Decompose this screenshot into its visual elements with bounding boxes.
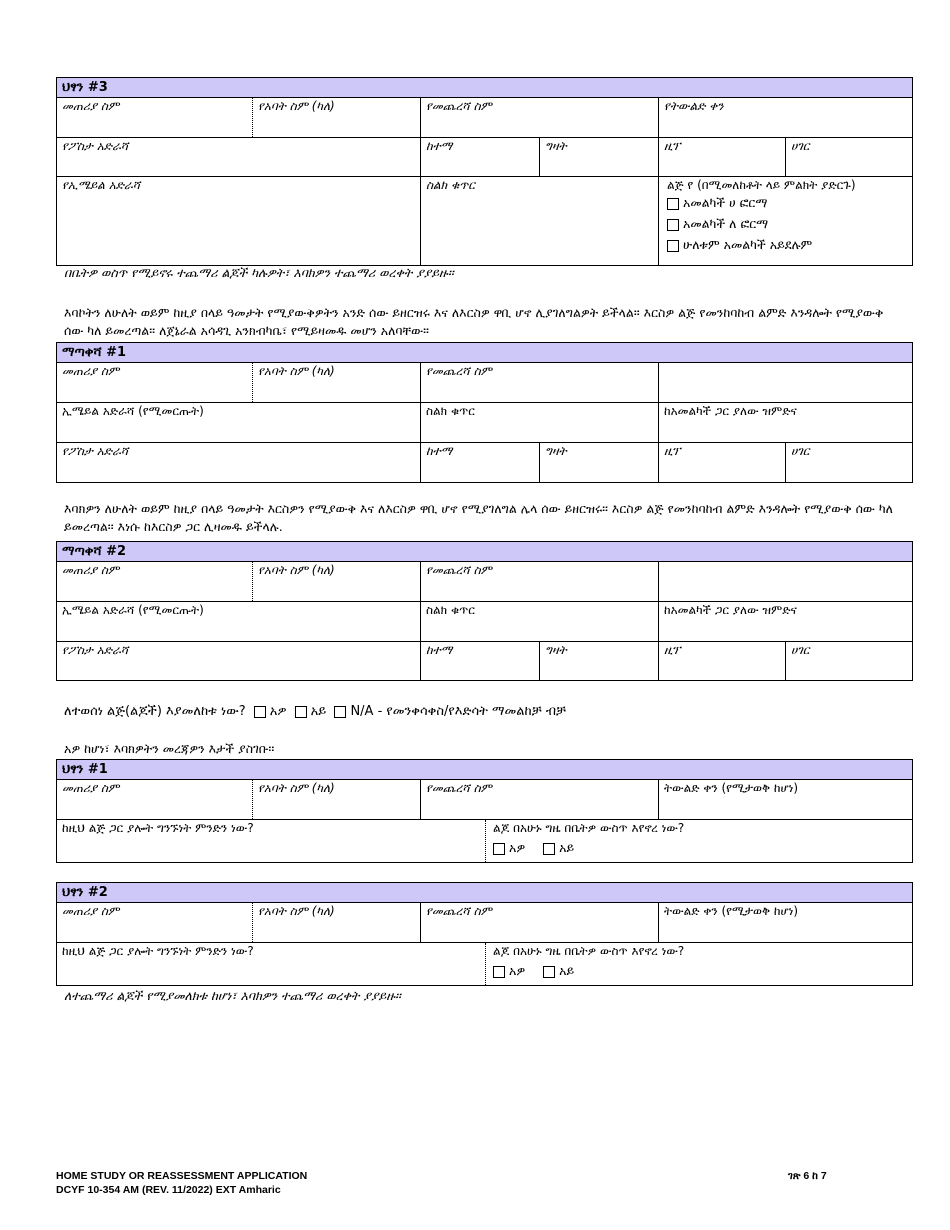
lives-in-home-group: ልጆ በአሁኑ ግዜ በቤትዎ ውስጥ እየኖረ ነው? አዎ አይ <box>485 820 912 862</box>
zip-field[interactable]: ዚፕ <box>658 443 785 482</box>
phone-field[interactable]: ስልክ ቁጥር <box>420 177 658 265</box>
zip-field[interactable]: ዚፕ <box>658 642 785 680</box>
last-name-field[interactable]: የመጨረሻ ስም <box>420 562 658 601</box>
reference1-header: ማጣቀሻ #1 <box>57 343 912 363</box>
country-field[interactable]: ሀገር <box>785 642 912 680</box>
country-field[interactable]: ሀገር <box>785 138 912 176</box>
zip-field[interactable]: ዚፕ <box>658 138 785 176</box>
mailing-address-field[interactable]: የፖስታ አድራሻ <box>62 444 129 458</box>
form-number: DCYF 10-354 AM (REV. 11/2022) EXT Amharic <box>56 1184 281 1196</box>
lives-in-home-group: ልጆ በአሁኑ ግዜ በቤትዎ ውስጥ እየኖረ ነው? አዎ አይ <box>485 943 912 985</box>
blank-field[interactable] <box>658 562 912 601</box>
mailing-address-field[interactable]: የፖስታ አድራሻ <box>62 139 129 153</box>
yes-checkbox[interactable] <box>254 706 266 718</box>
state-field[interactable]: ግዛት <box>539 138 658 176</box>
last-name-field[interactable]: የመጨረሻ ስም <box>420 903 658 942</box>
relationship-field[interactable]: ከአመልካች ጋር ያለው ዝምድና <box>658 403 912 442</box>
last-name-field[interactable]: የመጨረሻ ስም <box>420 780 658 819</box>
child3-header: ህፃን #3 <box>57 78 912 98</box>
last-name-field[interactable]: የመጨረሻ ስም <box>420 98 658 137</box>
relationship-field[interactable]: ከአመልካች ጋር ያለው ዝምድና <box>658 602 912 641</box>
reference2-header: ማጣቀሻ #2 <box>57 542 912 562</box>
mailing-address-field[interactable]: የፖስታ አድራሻ <box>62 643 129 657</box>
email-field[interactable]: ኢሜይል አድራሻ (የሚመርጡት) <box>62 404 204 418</box>
child-of-group: ልጅ የ (በሚመለከቶት ላይ ምልክት ያድርጉ) አመልካች ሀ ፎርማ አመልካች ለ ፎርማ ሁለቱም አመልካች አይደሉም <box>658 177 912 265</box>
if-yes-instructions: አዎ ከሆነ፣ እባክዎትን መረጃዎን እታች ያስገቡ፡፡ <box>64 741 275 756</box>
reference1-instructions: እባኮትን ለሁለት ወይም ከዚያ በላይ ዓመታት የሚያውቅዎትን አንድ ሰው ይዘርዝሩ እና ለእርስዎ ዋቢ ሆኖ ሊያገለግልዎት ይችላል። እርስዎ ልጅ የመንከባከብ ልምድ እንዳሎት የሚያውቅ ሰው ካለ ይመረጣል፡፡ ለጀኔራል አሳዳጊ አንክብካቤ፣ የሚይዛመዱ መሆን አለባቸው። <box>64 305 884 338</box>
birth-date-field[interactable]: የትውልድ ቀን <box>658 98 912 137</box>
blank-field[interactable] <box>658 363 912 402</box>
applicant-b-checkbox[interactable] <box>667 219 679 231</box>
city-field[interactable]: ከተማ <box>420 138 539 176</box>
state-field[interactable]: ግዛት <box>539 642 658 680</box>
reference2-instructions: እባክዎን ለሁለት ወይም ከዚያ በላይ ዓመታት እርስዎን የሚያውቅ እና ለእርስዎ ዋቢ ሆኖ የሚያገለግል ሌላ ሰው ይዘርዝሩ። እርስዎ ልጅ የመንከባከብ ልምድ እንዳሎት የሚያውቅ ሰው ካለ ይመረጣል፡፡ እነሱ ከእርስዎ ጋር ሊዛመዱ ይችላሉ. <box>64 501 894 534</box>
email-field[interactable]: የኢሜይል አድራሻ <box>62 178 141 192</box>
specific-child2-header: ህፃን #2 <box>57 883 912 903</box>
city-field[interactable]: ከተማ <box>420 443 539 482</box>
specific-child1-section <box>56 759 913 863</box>
relationship-field[interactable]: ከዚህ ልጅ ጋር ያሎት ግንኙነት ምንድን ነው? <box>62 944 254 958</box>
first-name-field[interactable]: መጠሪያ ስም <box>62 99 120 113</box>
yes-checkbox[interactable] <box>493 966 505 978</box>
middle-name-field[interactable]: የአባት ስም (ካለ) <box>252 562 420 601</box>
applicant-a-checkbox[interactable] <box>667 198 679 210</box>
middle-name-field[interactable]: የአባት ስም (ካለ) <box>252 903 420 942</box>
additional-children-note: በቤትዎ ወስጥ የሚይኖሩ ተጨማሪ ልጆች ካሉዎት፣ እባክዎን ተጨማሪ ወረቀት ያያይዙ። <box>64 265 454 280</box>
no-checkbox[interactable] <box>543 843 555 855</box>
no-checkbox[interactable] <box>543 966 555 978</box>
birth-date-field[interactable]: ትውልድ ቀን (የሚታወቅ ከሆነ) <box>658 903 912 942</box>
specific-child2-section <box>56 882 913 986</box>
specific-child1-header: ህፃን #1 <box>57 760 912 780</box>
last-name-field[interactable]: የመጨረሻ ስም <box>420 363 658 402</box>
phone-field[interactable]: ስልክ ቁጥር <box>420 403 658 442</box>
state-field[interactable]: ግዛት <box>539 443 658 482</box>
relationship-field[interactable]: ከዚህ ልጅ ጋር ያሎት ግንኙነት ምንድን ነው? <box>62 821 254 835</box>
form-title: HOME STUDY OR REASSESSMENT APPLICATION <box>56 1170 308 1182</box>
first-name-field[interactable]: መጠሪያ ስም <box>62 563 120 577</box>
email-field[interactable]: ኢሜይል አድራሻ (የሚመርጡት) <box>62 603 204 617</box>
middle-name-field[interactable]: የአባት ስም (ካለ) <box>252 780 420 819</box>
additional-children-note: ለተጨማሪ ልጆች የሚያመለክቱ ከሆነ፣ እባክዎን ተጨማሪ ወረቀት ያያይዙ። <box>64 988 401 1003</box>
middle-name-field[interactable]: የአባት ስም (ካለ) <box>252 98 420 137</box>
na-checkbox[interactable] <box>334 706 346 718</box>
reference2-section <box>56 541 913 681</box>
specific-child-question: ለተወሰነ ልጅ(ልጆች) እያመለከቱ ነው? አዎ አይ N/A - የመንቀሳቀስ/የእድሳት ማመልከቻ ብቻ <box>64 704 566 719</box>
first-name-field[interactable]: መጠሪያ ስም <box>62 904 120 918</box>
middle-name-field[interactable]: የአባት ስም (ካለ) <box>252 363 420 402</box>
phone-field[interactable]: ስልክ ቁጥር <box>420 602 658 641</box>
page-number: ገጽ 6 ከ 7 <box>788 1170 827 1182</box>
no-checkbox[interactable] <box>295 706 307 718</box>
first-name-field[interactable]: መጠሪያ ስም <box>62 364 120 378</box>
child3-section <box>56 77 913 266</box>
city-field[interactable]: ከተማ <box>420 642 539 680</box>
reference1-section <box>56 342 913 483</box>
yes-checkbox[interactable] <box>493 843 505 855</box>
child-of-label: ልጅ የ (በሚመለከቶት ላይ ምልክት ያድርጉ) <box>667 178 856 192</box>
neither-applicant-checkbox[interactable] <box>667 240 679 252</box>
birth-date-field[interactable]: ትውልድ ቀን (የሚታወቅ ከሆነ) <box>658 780 912 819</box>
first-name-field[interactable]: መጠሪያ ስም <box>62 781 120 795</box>
country-field[interactable]: ሀገር <box>785 443 912 482</box>
